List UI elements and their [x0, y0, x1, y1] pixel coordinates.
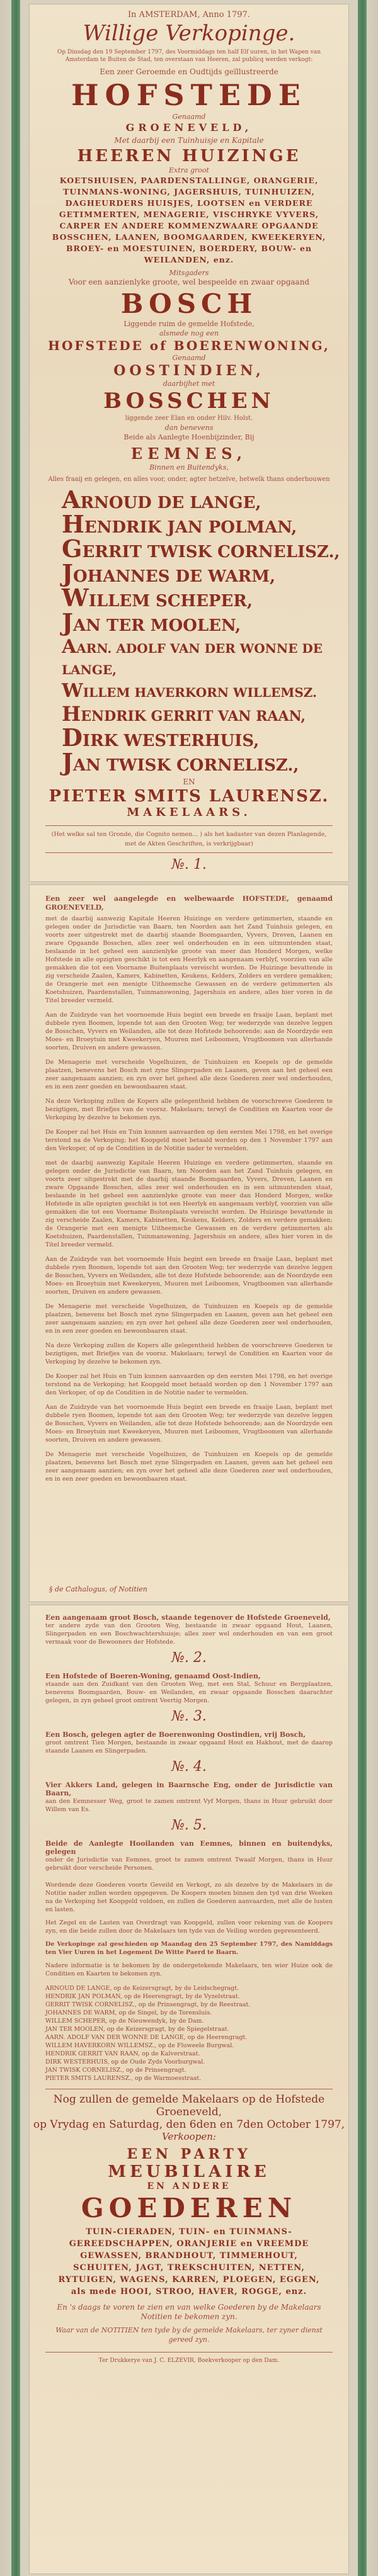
lot1-paragraph: Aan de Zuidzyde van het voornoemde Huis begint een breede en fraaije Laan, beplant met dubbele ryen Boomen, lopende tot aan den Grooten Weg; ter wederzyde van dezelve leggen de Bosschen, Vyvers en Weilanden, alle tot deze Hofstede behoorende; aan de Noordzyde een Moes- en Broeytuin met Kweekeryen, Muuren met Leiboomen, Vrugtboomen van allerhande soorten, Druiven en andere gewassen. — [45, 1404, 333, 1443]
printer-line: Ter Drukkerye van J. C. ELZEVIR, Boekverkooper op den Dam. — [98, 2358, 280, 2364]
lot1-paragraph: Na deze Verkoping zullen de Kopers alle gelegentheid hebben de voorschreeve Goederen te bezigtigen, met Briefjes van de voorsz. Makelaars; terwyl de Conditien en Kaarten voor de Verkoping by dezelve te bekomen zyn. — [45, 1098, 333, 1121]
lot1-paragraph: De Menagerie met verscheide Vogelhuizen, de Tuinhuizen en Koepels op de gemelde plaatzen, benevens het Bosch met zyne Slingerpaden en Laanen, geven aan het geheel een zeer aangenaam aanzien; en zyn over het geheel alle deze Goederen zeer wel onderhouden, en in een zeer goeden en bewoonbaaren staat. — [45, 1303, 333, 1335]
lot4-text: groot omtrent Tien Morgen, bestaande in zwaar opgaand Hout en Hakhout, met de daarop staande Laanen en Slingerpaden. — [45, 1739, 333, 1754]
lot4-lead: Een Bosch, gelegen agter de Boerenwoning Oostindien, vrij Bosch, — [45, 1731, 306, 1739]
lot5-text: aan den Eemnesser Weg, groot te zamen omtrent Vyf Morgen, thans in Huur gebruikt door Willem van Es. — [45, 1798, 333, 1813]
named2-label: Genaamd — [172, 354, 206, 362]
lot1-paragraph: Aan de Zuidzyde van het voornoemde Huis begint een breede en fraaije Laan, beplant met dubbele ryen Boomen, lopende tot aan den Grooten Weg; ter wederzyde van dezelve leggen de Bosschen, Vyvers en Weilanden, alle tot deze Hofstede behoorende; aan de Noordzyde een Moes- en Broeytuin met Kweekeryen, Muuren met Leiboomen, Vrugtboomen van allerhande soorten, Druiven en andere gewassen. — [45, 1256, 333, 1296]
poster-sheet-lots — [29, 1605, 349, 2574]
lot5-lead: Vier Akkers Land, gelegen in Baarnsche Eng, onder de Jurisdictie van Baarn, — [45, 1781, 333, 1797]
poster-sheet-title — [29, 4, 349, 882]
list-item: HENDRIK GERRIT VAN RAAN, op de Kalverstraat. — [45, 2050, 200, 2057]
estate-heading: HOFSTEDE — [71, 78, 307, 112]
broker-name: JAN TER MOOLEN, — [62, 608, 241, 636]
list-item: PIETER SMITS LAURENSZ., op de Warmoesstraat. — [45, 2075, 202, 2082]
lot1-paragraph: De Kooper zal het Huis en Tuin kunnen aanvaarden op den eersten Mei 1798, en het overige terstond na de Verkoping; het Koopgeld moet betaald worden op den 1 November 1797 aan den Verkoper, of op de Conditien in de Notitie nader te vermelden. — [45, 1129, 333, 1152]
right-green-ribbon — [358, 0, 367, 2576]
sale2-intro: Nog zullen de gemelde Makelaars op de Hofstede Groeneveld, — [53, 2093, 325, 2118]
inspect-text: Nadere informatie is te bekomen by de ondergetekende Makelaars, ten wier Huize ook de Conditien en Kaarten te bekomen zyn. — [45, 1962, 333, 1977]
list-item: HENDRIK JAN POLMAN, op de Heerengragt, by de Vyzelstraat. — [45, 1993, 240, 2000]
broker-name: JOHANNES DE WARM, — [62, 559, 276, 587]
with-line: Met daarbij een Tuinhuisje en Kapitale — [114, 136, 264, 145]
broker-name: ARNOUD DE LANGE, — [62, 485, 261, 514]
lot1-paragraph: De Menagerie met verscheide Vogelhuizen, de Tuinhuizen en Koepels op de gemelde plaatzen, benevens het Bosch met zyne Slingerpaden en Laanen, geven aan het geheel een zeer aangenaam aanzien; en zyn over het geheel alle deze Goederen zeer wel onderhouden, en in een zeer goeden en bewoonbaaren staat. — [45, 1059, 333, 1090]
list-item: DIRK WESTERHUIS, op de Oude Zyds Voorburgwal. — [45, 2059, 205, 2065]
broker-name: JAN TWISK CORNELISZ., — [62, 748, 299, 776]
en-andere-heading: EN ANDERE — [147, 2181, 231, 2191]
makelaars-label: MAKELAARS. — [127, 806, 251, 819]
divider — [45, 852, 333, 853]
and2-line: Beide als Aanlegte Hoenbijzinder, Bij — [123, 433, 255, 441]
houses-heading: HEEREN HUIZINGE — [77, 147, 301, 166]
lot-number: №. 2. — [171, 1650, 207, 1666]
intro-text: Op Dinsdag den 19 September 1797, des Voormiddags ten half Elf uuren, in het Wapen van Amsterdam te Buiten de Stad, ten overstaan van Heeren, zal publicq werden verkogt: — [57, 49, 321, 63]
broker-address-list — [29, 1984, 349, 2082]
lot1-lead: Een zeer wel aangelegde en welbewaarde HOFSTEDE, genaamd GROENEVELD, — [45, 895, 333, 912]
bosch-heading: BOSCH — [120, 288, 258, 319]
list-item: GERRIT TWISK CORNELISZ., op de Prinsengragt, by de Reestraat. — [45, 2001, 251, 2008]
broker-name: DIRK WESTERHUIS, — [62, 723, 260, 752]
broker-name: GERRIT TWISK CORNELISZ., — [62, 534, 340, 563]
poster-sheet-lot1 — [29, 884, 349, 1602]
bosschen-sub: liggende zeer Elan en onder Hilv. Holst. — [125, 415, 253, 422]
oostindien-heading: OOSTINDIEN, — [113, 363, 265, 379]
list-item: AARN. ADOLF VAN DER WONNE DE LANGE, op de Heerengragt. — [45, 2034, 248, 2041]
broker-names-list — [29, 485, 349, 776]
note-line: Alles fraaij en gelegen, en alles voor, onder, agter hetzelve, hetwelk thans onderhouwen — [48, 476, 330, 483]
list-item: WILLEM SCHEPER, op de Nieuwendyk, by de Dam. — [45, 2018, 204, 2025]
broker-name: WILLEM SCHEPER, — [62, 584, 253, 612]
list-item: JOHANNES DE WARM, op de Singel, by de Torensluis. — [45, 2009, 212, 2016]
lot1-paragraph: met de daarbij aanwezig Kapitale Heeren Huizinge en verdere getimmerten, staande en gelegen onder de Jurisdictie van Baarn, ten Noorden aan het Zand Tuinhuis gelegen, en voorts zeer uitgestrekt met de daarbij staande Boomgaarden, Vyvers, Dreven, Laanen en zware Opgaande Bosschen, alles zeer wel onderhouden en in een uitmuntenden staat, beslaande in het geheel een aanzienlyke groote van meer dan Honderd Morgen, welke Hofstede in alle opzigten geschikt is tot een Heerlyk en aangenaam verblyf, voorzien van alle gemakken die tot een Voorname Buitenplaats vereischt worden. De Huizinge bevattende in zig verscheide Zaalen, Kamers, Kabinetten, Keukens, Kelders, Zolders en verdere gemakken; de Orangerie met een menigte Uitheemsche Gewassen en de verdere getimmerten als Koetshuizen, Paardenstallen, Tuinmanswoning, Jagershuis en andere, alles hier voren in de Titel breeder vermeld. — [45, 1160, 333, 1248]
eemnes-sub: Binnen en Buitendyks, — [149, 463, 229, 472]
lot3-text: staande aan den Zuidkant van den Grooten Weg, met een Stal, Schuur en Bergplaatzen, benevens Boomgaarden, Bouw- en Weilanden, en zwaar opgaande Bosschen daarachter gelegen, in zyn geheel groot omtrent Veertig Morgen. — [45, 1681, 333, 1704]
bosch-sub: Liggende ruim de gemelde Hofstede, — [123, 320, 255, 328]
lot-number: №. 5. — [171, 1817, 207, 1833]
divider — [45, 825, 333, 826]
sale2-when: op Vrydag en Saturdag, den 6den en 7den October 1797, — [33, 2118, 345, 2131]
list-item: JAN TWISK CORNELISZ., op de Prinsengragt. — [45, 2067, 186, 2074]
bosschen-heading: BOSSCHEN — [103, 388, 275, 414]
goods-note: Waar van de NOTITIEN ten tyde by de gemelde Makelaars, ter zyner dienst gereed zyn. — [55, 2326, 323, 2344]
and-label: dan benevens — [164, 424, 214, 432]
divider — [45, 2352, 333, 2353]
sale2-verb: Verkoopen: — [162, 2131, 216, 2142]
features-label: Extra groot — [169, 166, 209, 174]
conditions-text: Wordende deze Goederen voorts Geveild en Verkogt, zo als dezelve by de Makelaars in de Notitie nader zullen worden opgegeven. De Koopers moeten binnen den tyd van drie Weeken na de Verkoping het Koopgeld voldoen, en zullen de Goederen aanvaarden, met alle de lusten en lasten. — [45, 1882, 333, 1913]
features-list: KOETSHUISEN, PAARDENSTALLINGE, ORANGERIE, TUINMANS-WONING, JAGERSHUIS, TUINHUIZEN, DAGHEURDERS HUISJES, LOOTSEN en VERDERE GETIMMERTEN, MENAGERIE, VISCHRYKE VYVERS, CARPER EN ANDERE KOMMENZWAARE OPGAANDE BOSSCHEN, LAANEN, BOOMGAARDEN, KWEEKERYEN, BROEY- en MOESTUINEN, BOERDERY, BOUW- en WEILANDEN, enz. — [52, 176, 326, 264]
foll-label: daarbijhet met — [163, 380, 215, 388]
lot6-lead: Beide de Aanlegte Hooilanden van Eemnes, binnen en buitendyks, gelegen — [45, 1839, 333, 1856]
pieter-name: PIETER SMITS LAURENSZ. — [49, 787, 329, 806]
left-green-ribbon — [11, 0, 20, 2576]
lot1-paragraph: met de daarbij aanwezig Kapitale Heeren Huizinge en verdere getimmerten, staande en gelegen onder de Jurisdictie van Baarn, ten Noorden aan het Zand Tuinhuis gelegen, en voorts zeer uitgestrekt met de daarbij staande Boomgaarden, Vyvers, Dreven, Laanen en zware Opgaande Bosschen, alles zeer wel onderhouden en in een uitmuntenden staat, beslaande in het geheel een aanzienlyke groote van meer dan Honderd Morgen, welke Hofstede in alle opzigten geschikt is tot een Heerlyk en aangenaam verblyf, voorzien van alle gemakken die tot een Voorname Buitenplaats vereischt worden. De Huizinge bevattende in zig verscheide Zaalen, Kamers, Kabinetten, Keukens, Kelders, Zolders en verdere gemakken; de Orangerie met een menigte Uitheemsche Gewassen en de verdere getimmerten als Koetshuizen, Paardenstallen, Tuinmanswoning, Jagershuis en andere, alles hier voren in de Titel breeder vermeld. — [45, 915, 333, 1004]
meubilaire-heading: MEUBILAIRE — [108, 2162, 270, 2181]
between-label: alsmede nog een — [159, 329, 219, 337]
broker-name: AARN. ADOLF VAN DER WONNE DE LANGE, — [62, 636, 323, 677]
also-line: Voor een aanzienlyke groote, wel bespeelde en zwaar opgaand — [68, 278, 310, 286]
city-line: In AMSTERDAM, Anno 1797. — [128, 10, 250, 20]
lot-number: №. 1. — [171, 857, 207, 873]
lot1-paragraph: Aan de Zuidzyde van het voornoemde Huis begint een breede en fraaije Laan, beplant met dubbele ryen Boomen, lopende tot aan den Grooten Weg; ter wederzyde van dezelve leggen de Bosschen, Vyvers en Weilanden, alle tot deze Hofstede behoorende; aan de Noordzyde een Moes- en Broeytuin met Kweekeryen, Muuren met Leiboomen, Vrugtboomen van allerhande soorten, Druiven en andere gewassen. — [45, 1012, 333, 1051]
lot-number: №. 3. — [171, 1709, 207, 1724]
broker-name: HENDRIK JAN POLMAN, — [62, 510, 297, 538]
conditions-text: Het Zegel en de Lasten van Overdragt van Koopgeld, zullen voor rekening van de Koopers zyn, en die beide zullen door de Makelaars ten tyde van de Veiling worden gepresenteerd. — [45, 1919, 333, 1935]
goods-list: TUIN-CIERADEN, TUIN- en TUINMANS-GEREEDSCHAPPEN, ORANJERIE en VREEMDE GEWASSEN, BRANDHOUT, TIMMERHOUT, SCHUITEN, JAGT, TREKSCHUITEN, NETTEN, RYTUIGEN, WAGENS, KARREN, PLOEGEN, EGGEN, als mede HOOI, STROO, HAVER, ROGGE, enz. — [58, 2227, 320, 2296]
broker-name: WILLEM HAVERKORN WILLEMSZ. — [62, 680, 317, 702]
inspect-text: De Verkopinge zal geschieden op Maandag den 25 September 1797, des Namiddags ten Vier Uuren in het Logement De Witte Paerd te Baarn. — [45, 1941, 333, 1956]
also-label: Mitsgaders — [169, 269, 209, 277]
lead-line: Een zeer Geroemde en Oudtijds geïllustreerde — [100, 67, 278, 76]
lot1-paragraph: Na deze Verkoping zullen de Kopers alle gelegentheid hebben de voorschreeve Goederen te bezigtigen, met Briefjes van de voorsz. Makelaars; terwyl de Conditien en Kaarten voor de Verkoping by dezelve te bekomen zyn. — [45, 1342, 333, 1365]
eemnes-heading: EEMNES, — [130, 444, 248, 463]
lot1-paragraph: De Menagerie met verscheide Vogelhuizen, de Tuinhuizen en Koepels op de gemelde plaatzen, benevens het Bosch met zyne Slingerpaden en Laanen, geven aan het geheel een zeer aangenaam aanzien; en zyn over het geheel alle deze Goederen zeer wel onderhouden, en in een zeer goeden en bewoonbaaren staat. — [45, 1451, 333, 1483]
catalogue-signature: § de Cathalogus, of Notitien — [49, 1585, 147, 1593]
and-word: EN — [183, 777, 195, 786]
lot2-text: ter andere zyde van den Grooten Weg, bestaande in zwaar opgaand Hout, Laanen, Slingerpaden en een Boschwachtershuisje; alles zeer wel onderhouden en van een groot vermaak voor de Bewooners der Hofstede. — [45, 1622, 333, 1646]
list-item: JAN TER MOOLEN, op de Keizersgragt, by de Spiegelstraat. — [45, 2026, 229, 2033]
named-label: Genaamd — [172, 113, 206, 121]
list-item: ARNOUD DE LANGE, op de Keizersgragt, by de Leidschegragt. — [45, 1985, 239, 1992]
broker-name: HENDRIK GERRIT VAN RAAN, — [62, 702, 306, 726]
goederen-heading: GOEDEREN — [81, 2193, 297, 2223]
lot2-lead: Een aangenaam groot Bosch, staande tegenover de Hofstede Groeneveld, — [45, 1613, 331, 1622]
sheet1-footer: (Het welke sal ten Gronde, die Cognito nemen... ) als het kadaster van dezen Planlagende, met de Akten Geschriften, is verkrijgbaar) — [51, 831, 327, 847]
list-item: WILLEM HAVERKORN WILLEMSZ., op de Fluweele Burgwal. — [45, 2042, 234, 2049]
goods-note: En 's daags te voren te zien en van welke Goederen by de Makelaars Notitien te bekomen zyn. — [57, 2303, 321, 2321]
estate-name: GROENEVELD, — [125, 121, 253, 133]
lot-number: №. 4. — [171, 1759, 207, 1775]
main-title: Willige Verkopinge. — [83, 21, 295, 46]
lot3-lead: Een Hofstede of Boeren-Woning, genaamd Oost-Indien, — [45, 1672, 261, 1680]
hofstede2-heading: HOFSTEDE of BOERENWONING, — [48, 338, 330, 353]
lot6-text: onder de Jurisdictie van Eemnes, groot te zamen omtrent Twaalf Morgen, thans in Huur gebruikt door verscheide Personen. — [45, 1856, 333, 1872]
lot1-paragraph: De Kooper zal het Huis en Tuin kunnen aanvaarden op den eersten Mei 1798, en het overige terstond na de Verkoping; het Koopgeld moet betaald worden op den 1 November 1797 aan den Verkoper, of op de Conditien in de Notitie nader te vermelden. — [45, 1373, 333, 1396]
party-heading: EEN PARTY — [127, 2146, 251, 2162]
